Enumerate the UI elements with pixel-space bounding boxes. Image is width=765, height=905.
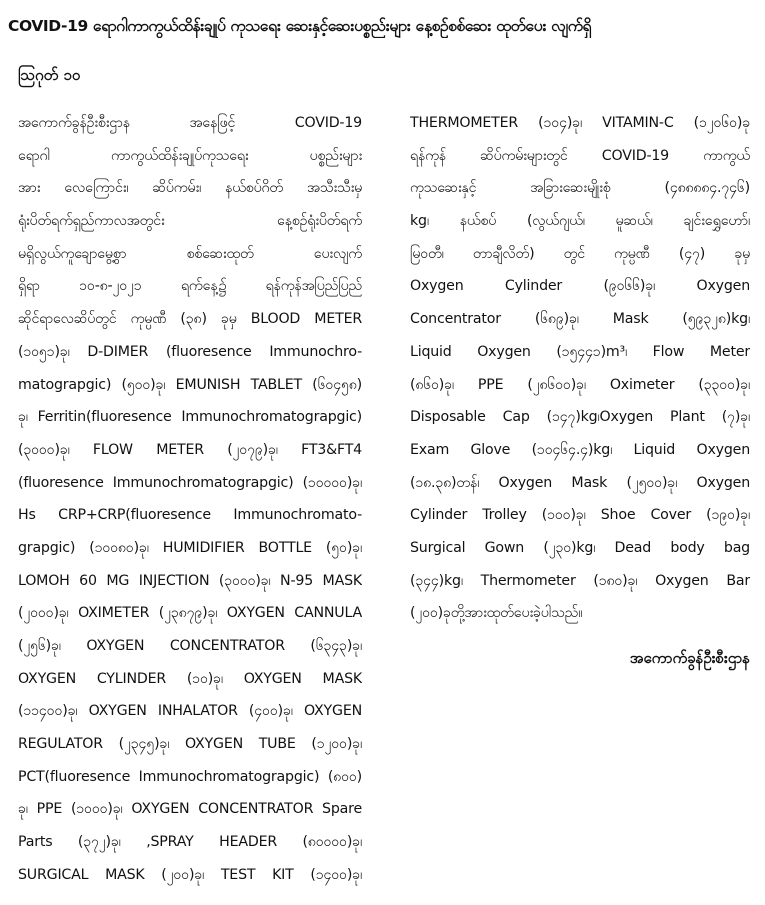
body-text-line: Parts (၃၇၂)ခု၊ ,SPRAY HEADER (၈၀၀၀၀)ခု၊ [18,834,362,851]
body-text-line: (၂၀၀)ခုတို့အားထုတ်ပေးခဲ့ပါသည်။ [410,605,583,622]
body-text-line: (၃၄၄)kg၊ Thermometer (၁၈၀)ခု၊ Oxygen Bar [410,572,750,589]
body-text-line: REGULATOR (၂၃၄၅)ခု၊ OXYGEN TUBE (၁၂၀၀)ခု၊ [18,736,362,753]
body-text-line: ဆိုင်ရာလေဆိပ်တွင် ကုမ္ပဏီ (၃၈) ခုမှ BLOOD METER [18,311,362,328]
body-text-line: (၂၅၆)ခု၊ OXYGEN CONCENTRATOR (၆၃၄၃)ခု၊ [18,638,362,654]
body-text-line: (၁၁၄၀၀)ခု၊ OXYGEN INHALATOR (၄၀၀)ခု၊ OXYGEN [18,703,362,720]
body-text-line: အား လေကြောင်း၊ ဆိပ်ကမ်း၊ နယ်စပ်ဂိတ် အသီးသီးမှ [18,180,362,197]
body-text-line: PCT(fluoresence Immunochromatograpgic) (၈၀၀) [18,768,362,785]
body-text-line: (၁၈.၃၈)တန်၊ Oxygen Mask (၂၅၀၀)ခု၊ Oxygen [410,474,750,491]
left-column [18,107,362,892]
body-text-line: ခု၊ PPE (၁၀၀၀)ခု၊ OXYGEN CONCENTRATOR Spare [18,801,362,818]
body-text-line: Cylinder Trolley (၁၀၀)ခု၊ Shoe Cover (၁၉၀)ခု၊ [410,507,750,524]
body-text-line: Surgical Gown (၂၃၀)kg၊ Dead body bag [410,539,750,556]
body-text-line: Liquid Oxygen (၁၅၄၄၁)m³၊ Flow Meter [410,343,750,360]
body-text-line: matograpgic) (၅၀၀)ခု၊ EMUNISH TABLET (၆၀၄၅၈) [18,376,362,393]
body-text-line: (၈၆၀)ခု၊ PPE (၂၈၆၀၀)ခု၊ Oximeter (၃၃၀၀)ခု၊ [410,376,750,393]
body-text-line: (၃၀၀၀)ခု၊ FLOW METER (၂၀၇၉)ခု၊ FT3&FT4 [18,441,362,458]
body-text-line: kg၊ နယ်စပ် (လွယ်ဂျယ်၊ မူဆယ်၊ ချင်းရွှေဟော်၊ [410,213,750,230]
body-text-line: SURGICAL MASK (၂၀၀)ခု၊ TEST KIT (၁၄၀၀)ခု၊ [18,866,362,883]
body-text-line: ရောဂါ ကာကွယ်ထိန်းချုပ်ကုသရေး ပစ္စည်းများ [18,147,362,164]
body-text-line: ကုသဆေးနှင့် အခြားဆေးမျိုးစုံ (၄၈၈၈၈၄.၇၄၆) [410,180,750,197]
body-text-line: ရန်ကုန် ဆိပ်ကမ်းများတွင် COVID-19 ကာကွယ် [410,147,750,164]
body-text-line: (၂၀၀၀)ခု၊ OXIMETER (၂၃၈၇၉)ခု၊ OXYGEN CANNULA [18,605,362,622]
body-text-line: Oxygen Cylinder (၉၀၆၆)ခု၊ Oxygen [410,278,750,295]
body-text-line: Disposable Cap (၁၄၇)kg၊Oxygen Plant (၇)ခု၊ [410,409,750,426]
body-text-line: Exam Glove (၁၀၄၆၄.၄)kg၊ Liquid Oxygen [410,441,750,458]
body-text-line: Hs CRP+CRP(fluoresence Immunochromato- [18,507,362,524]
body-text-line: THERMOMETER (၁၀၄)ခု၊ VITAMIN-C (၁၂၀၆၀)ခု [410,115,750,131]
body-text-line: grapgic) (၁၀၀၈၀)ခု၊ HUMIDIFIER BOTTLE (၅၀)ခု၊ [18,539,362,556]
signature: အကောက်ခွန်ဦးစီးဌာန [629,649,750,667]
body-text-line: မြဝတီ၊ တာချီလိတ်) တွင် ကုမ္ပဏီ (၄၇) ခုမှ [410,245,750,262]
article-date: ဩဂုတ် ၁၀ [18,66,81,84]
body-text-line: LOMOH 60 MG INJECTION (၃၀၀၀)ခု၊ N-95 MASK [18,572,362,589]
body-text-line: (fluoresence Immunochromatograpgic) (၁၀၀၀၀)ခု၊ [18,474,362,491]
right-column [410,107,750,630]
body-text-line: ခု၊ Ferritin(fluoresence Immunochromatograpgic) [18,409,362,426]
article-headline: COVID-19 ရောဂါကာကွယ်ထိန်းချုပ် ကုသရေး ဆေးနှင့်ဆေးပစ္စည်းများ နေ့စဉ်စစ်ဆေး ထုတ်ပေး လျက်ရှိ [8,17,591,35]
body-text-line: (၁၀၅၁)ခု၊ D-DIMER (fluoresence Immunochro- [18,343,362,360]
body-text-line: ရှိရာ ၁၀-၈-၂၀၂၁ ရက်နေ့၌ ရန်ကုန်အပြည်ပြည် [18,278,362,295]
body-text-line: OXYGEN CYLINDER (၁၀)ခု၊ OXYGEN MASK [18,670,362,687]
body-text-line: မရှိလွယ်ကူချောမွေ့စွာ စစ်ဆေးထုတ် ပေးလျက် [18,245,362,262]
body-text-line: Concentrator (၆၈၉)ခု၊ Mask (၅၉၃၂၈)kg၊ [410,311,750,328]
body-text-line: အကောက်ခွန်ဦးစီးဌာန အနေဖြင့် COVID-19 [18,115,362,131]
body-text-line: ရုံးပိတ်ရက်ရှည်ကာလအတွင်း နေ့စဉ်ရုံးပိတ်ရက် [18,213,362,230]
